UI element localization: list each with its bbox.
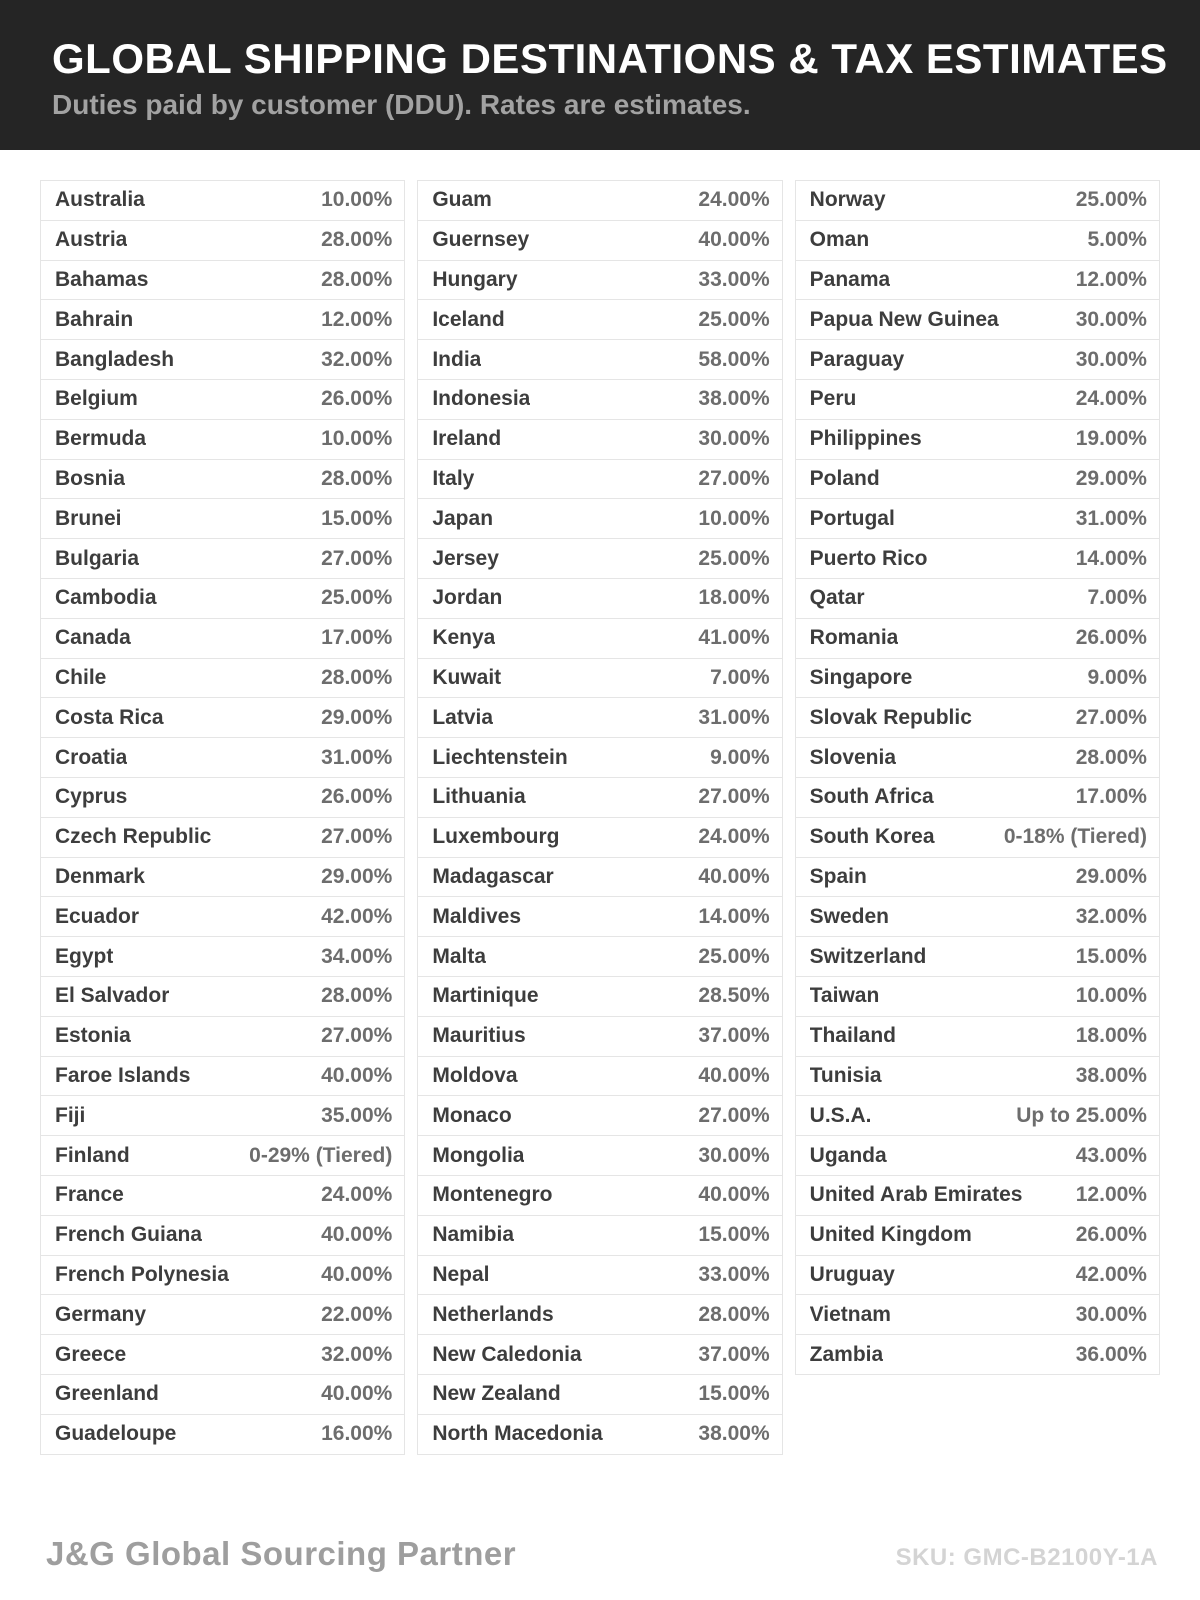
- page-subtitle: Duties paid by customer (DDU). Rates are estimates.: [52, 89, 751, 120]
- table-row: [41, 1256, 404, 1296]
- table-row: [41, 818, 404, 858]
- table-row: [796, 181, 1159, 221]
- tax-rate: 31.00%: [321, 745, 393, 769]
- country-name: El Salvador: [55, 984, 170, 1008]
- tax-rate: 36.00%: [1075, 1342, 1147, 1366]
- tax-rate: 15.00%: [321, 506, 393, 530]
- tax-rate: 40.00%: [321, 1262, 393, 1286]
- table-row: [796, 1096, 1159, 1136]
- country-name: Qatar: [809, 586, 865, 610]
- country-name: Egypt: [55, 944, 114, 968]
- page-title: GLOBAL SHIPPING DESTINATIONS & TAX ESTIMATES: [52, 35, 1168, 82]
- table-row: [41, 539, 404, 579]
- table-row: [418, 738, 781, 778]
- tax-rate: 27.00%: [321, 825, 393, 849]
- country-name: Panama: [809, 267, 891, 291]
- table-row: [796, 818, 1159, 858]
- sku-label: SKU: GMC-B2100Y-1A: [895, 1543, 1158, 1571]
- rates-column-2: [417, 180, 782, 1455]
- table-row: [796, 340, 1159, 380]
- tax-rate: 26.00%: [321, 785, 393, 809]
- table-row: [41, 221, 404, 261]
- tax-rate: 10.00%: [321, 188, 393, 212]
- country-name: Bangladesh: [55, 347, 175, 371]
- country-name: Bosnia: [55, 466, 126, 490]
- country-name: Uruguay: [809, 1262, 895, 1286]
- tax-rate: 14.00%: [698, 904, 770, 928]
- table-row: [418, 420, 781, 460]
- table-row: [418, 380, 781, 420]
- tax-rate: 35.00%: [321, 1103, 393, 1127]
- tax-rate: 18.00%: [1075, 1024, 1147, 1048]
- table-row: [796, 1136, 1159, 1176]
- country-name: Bahrain: [55, 307, 134, 331]
- country-name: Ecuador: [55, 904, 140, 928]
- tax-rate: 9.00%: [1087, 665, 1147, 689]
- table-row: [796, 499, 1159, 539]
- country-name: United Arab Emirates: [809, 1183, 1023, 1207]
- country-name: Jersey: [432, 546, 499, 570]
- tax-rate: 22.00%: [321, 1302, 393, 1326]
- table-row: [796, 778, 1159, 818]
- table-row: [796, 1176, 1159, 1216]
- country-name: Ireland: [432, 427, 502, 451]
- table-row: [418, 221, 781, 261]
- tax-rate: 42.00%: [321, 904, 393, 928]
- tax-rate: 40.00%: [698, 1063, 770, 1087]
- table-row: [418, 858, 781, 898]
- country-name: New Zealand: [432, 1382, 561, 1406]
- country-name: Estonia: [55, 1024, 131, 1048]
- tax-rate: 24.00%: [698, 825, 770, 849]
- country-name: Puerto Rico: [809, 546, 928, 570]
- table-row: [418, 539, 781, 579]
- country-name: Zambia: [809, 1342, 884, 1366]
- table-row: [418, 1136, 781, 1176]
- country-name: Latvia: [432, 705, 494, 729]
- table-row: [41, 1335, 404, 1375]
- tax-rate: 25.00%: [321, 586, 393, 610]
- country-name: Costa Rica: [55, 705, 164, 729]
- table-row: [418, 1216, 781, 1256]
- tax-rate: 40.00%: [321, 1382, 393, 1406]
- country-name: India: [432, 347, 482, 371]
- tax-rate: 19.00%: [1075, 427, 1147, 451]
- country-name: Belgium: [55, 387, 138, 411]
- tax-rate: 26.00%: [1075, 626, 1147, 650]
- tax-rate: 38.00%: [698, 387, 770, 411]
- country-name: Australia: [55, 188, 145, 212]
- table-row: [796, 738, 1159, 778]
- tax-rate: 32.00%: [321, 347, 393, 371]
- country-name: Nepal: [432, 1262, 490, 1286]
- country-name: Brunei: [55, 506, 122, 530]
- tax-rate: 27.00%: [321, 1024, 393, 1048]
- country-name: Peru: [809, 387, 857, 411]
- table-row: [796, 420, 1159, 460]
- table-row: [41, 300, 404, 340]
- tax-rate: 28.00%: [321, 984, 393, 1008]
- country-name: Liechtenstein: [432, 745, 568, 769]
- country-name: Tunisia: [809, 1063, 882, 1087]
- country-name: Slovenia: [809, 745, 897, 769]
- table-row: [418, 1176, 781, 1216]
- table-row: [796, 1335, 1159, 1375]
- table-row: [796, 619, 1159, 659]
- page-header: [0, 0, 1200, 150]
- tax-rate: 16.00%: [321, 1422, 393, 1446]
- table-row: [41, 460, 404, 500]
- country-name: Switzerland: [809, 944, 927, 968]
- table-row: [41, 858, 404, 898]
- tax-rate: 12.00%: [1075, 267, 1147, 291]
- tax-rate: 7.00%: [1087, 586, 1147, 610]
- country-name: Faroe Islands: [55, 1063, 191, 1087]
- table-row: [796, 1057, 1159, 1097]
- table-row: [418, 778, 781, 818]
- country-name: Guadeloupe: [55, 1422, 177, 1446]
- table-row: [796, 659, 1159, 699]
- tax-rate: 5.00%: [1087, 228, 1147, 252]
- tax-rate: 26.00%: [321, 387, 393, 411]
- country-name: U.S.A.: [809, 1103, 872, 1127]
- country-name: Greece: [55, 1342, 127, 1366]
- tax-rate: 28.00%: [321, 267, 393, 291]
- country-name: Monaco: [432, 1103, 512, 1127]
- table-row: [796, 261, 1159, 301]
- tax-rate: 31.00%: [698, 705, 770, 729]
- tax-rate: 29.00%: [321, 864, 393, 888]
- tax-rate: 9.00%: [710, 745, 770, 769]
- table-row: [418, 1256, 781, 1296]
- tax-rate: 30.00%: [698, 427, 770, 451]
- tax-rate: 30.00%: [698, 1143, 770, 1167]
- table-row: [418, 619, 781, 659]
- tax-rate: 38.00%: [698, 1422, 770, 1446]
- tax-rate: 29.00%: [1075, 466, 1147, 490]
- table-row: [418, 261, 781, 301]
- country-name: Japan: [432, 506, 494, 530]
- tax-rate: 14.00%: [1075, 546, 1147, 570]
- country-name: Sweden: [809, 904, 890, 928]
- country-name: Croatia: [55, 745, 128, 769]
- country-name: Norway: [809, 188, 886, 212]
- country-name: Chile: [55, 665, 107, 689]
- table-row: [418, 818, 781, 858]
- tax-rate: 29.00%: [1075, 864, 1147, 888]
- table-row: [796, 858, 1159, 898]
- table-row: [41, 778, 404, 818]
- country-name: Kenya: [432, 626, 496, 650]
- tax-rate: 30.00%: [1075, 347, 1147, 371]
- country-name: Bahamas: [55, 267, 149, 291]
- country-name: Romania: [809, 626, 899, 650]
- table-row: [796, 539, 1159, 579]
- table-row: [41, 738, 404, 778]
- table-row: [41, 1415, 404, 1455]
- rates-column-3: [795, 180, 1160, 1375]
- tax-rate: 7.00%: [710, 665, 770, 689]
- tax-rate: 26.00%: [1075, 1223, 1147, 1247]
- table-row: [796, 300, 1159, 340]
- tax-rate: 28.00%: [1075, 745, 1147, 769]
- table-row: [796, 1295, 1159, 1335]
- table-row: [418, 1295, 781, 1335]
- table-row: [41, 340, 404, 380]
- table-row: [418, 897, 781, 937]
- tax-rate: 28.50%: [698, 984, 770, 1008]
- country-name: Montenegro: [432, 1183, 553, 1207]
- table-row: [796, 460, 1159, 500]
- country-name: Bermuda: [55, 427, 147, 451]
- table-row: [41, 181, 404, 221]
- tax-rate: 28.00%: [321, 228, 393, 252]
- table-row: [796, 1216, 1159, 1256]
- table-row: [41, 1216, 404, 1256]
- tax-rate: 40.00%: [698, 228, 770, 252]
- table-row: [796, 897, 1159, 937]
- table-row: [418, 1096, 781, 1136]
- country-name: Madagascar: [432, 864, 554, 888]
- rates-table: [40, 180, 1160, 1455]
- table-row: [418, 460, 781, 500]
- tax-rate: 27.00%: [698, 785, 770, 809]
- table-row: [41, 619, 404, 659]
- table-row: [41, 1375, 404, 1415]
- tax-rate: 29.00%: [321, 705, 393, 729]
- tax-rate: 10.00%: [698, 506, 770, 530]
- table-row: [418, 937, 781, 977]
- table-row: [41, 1017, 404, 1057]
- country-name: Kuwait: [432, 665, 502, 689]
- tax-rate: 32.00%: [321, 1342, 393, 1366]
- country-name: Indonesia: [432, 387, 531, 411]
- tax-rate: 37.00%: [698, 1024, 770, 1048]
- country-name: Luxembourg: [432, 825, 560, 849]
- tax-rate: 38.00%: [1075, 1063, 1147, 1087]
- tax-rate: 31.00%: [1075, 506, 1147, 530]
- tax-rate: 15.00%: [698, 1223, 770, 1247]
- tax-rate: 17.00%: [1075, 785, 1147, 809]
- country-name: Slovak Republic: [809, 705, 972, 729]
- country-name: Papua New Guinea: [809, 307, 999, 331]
- country-name: Poland: [809, 466, 880, 490]
- country-name: Czech Republic: [55, 825, 212, 849]
- table-row: [41, 380, 404, 420]
- country-name: Iceland: [432, 307, 505, 331]
- tax-rate: 28.00%: [321, 466, 393, 490]
- tax-rate: 18.00%: [698, 586, 770, 610]
- country-name: Philippines: [809, 427, 922, 451]
- tax-rate: 10.00%: [321, 427, 393, 451]
- table-row: [41, 897, 404, 937]
- country-name: Greenland: [55, 1382, 159, 1406]
- tax-rate: 40.00%: [321, 1063, 393, 1087]
- tax-rate: 28.00%: [698, 1302, 770, 1326]
- table-row: [41, 1136, 404, 1176]
- country-name: Fiji: [55, 1103, 86, 1127]
- table-row: [796, 579, 1159, 619]
- country-name: Thailand: [809, 1024, 896, 1048]
- country-name: South Africa: [809, 785, 934, 809]
- country-name: Paraguay: [809, 347, 905, 371]
- country-name: New Caledonia: [432, 1342, 582, 1366]
- country-name: Jordan: [432, 586, 503, 610]
- tax-rate: 12.00%: [321, 307, 393, 331]
- country-name: Denmark: [55, 864, 145, 888]
- tax-rate: 0-29% (Tiered): [249, 1143, 393, 1167]
- tax-rate: 24.00%: [1075, 387, 1147, 411]
- tax-rate: 30.00%: [1075, 307, 1147, 331]
- tax-rate: 28.00%: [321, 665, 393, 689]
- table-row: [41, 420, 404, 460]
- table-row: [418, 1057, 781, 1097]
- country-name: South Korea: [809, 825, 935, 849]
- tax-rate: 25.00%: [698, 546, 770, 570]
- country-name: Bulgaria: [55, 546, 140, 570]
- tax-rate: 27.00%: [321, 546, 393, 570]
- tax-rate: 15.00%: [1075, 944, 1147, 968]
- country-name: Portugal: [809, 506, 895, 530]
- country-name: Martinique: [432, 984, 539, 1008]
- tax-rate: Up to 25.00%: [1016, 1103, 1147, 1127]
- table-row: [41, 1176, 404, 1216]
- tax-rate: 0-18% (Tiered): [1003, 825, 1147, 849]
- country-name: Austria: [55, 228, 128, 252]
- tax-rate: 24.00%: [321, 1183, 393, 1207]
- table-row: [796, 698, 1159, 738]
- tax-rate: 12.00%: [1075, 1183, 1147, 1207]
- table-row: [418, 1415, 781, 1455]
- table-row: [418, 1017, 781, 1057]
- table-row: [418, 300, 781, 340]
- tax-rate: 24.00%: [698, 188, 770, 212]
- table-row: [41, 499, 404, 539]
- tax-rate: 33.00%: [698, 267, 770, 291]
- table-row: [796, 380, 1159, 420]
- table-row: [418, 977, 781, 1017]
- country-name: United Kingdom: [809, 1223, 972, 1247]
- country-name: Namibia: [432, 1223, 515, 1247]
- table-row: [418, 698, 781, 738]
- country-name: Vietnam: [809, 1302, 891, 1326]
- tax-rate: 10.00%: [1075, 984, 1147, 1008]
- table-row: [418, 659, 781, 699]
- table-row: [418, 499, 781, 539]
- country-name: Hungary: [432, 267, 518, 291]
- table-row: [796, 221, 1159, 261]
- tax-rate: 37.00%: [698, 1342, 770, 1366]
- table-row: [796, 977, 1159, 1017]
- brand-name: J&G Global Sourcing Partner: [46, 1534, 517, 1572]
- rates-column-1: [40, 180, 405, 1455]
- tax-rate: 32.00%: [1075, 904, 1147, 928]
- tax-rate: 33.00%: [698, 1262, 770, 1286]
- tax-rate: 25.00%: [698, 944, 770, 968]
- tax-rate: 25.00%: [1075, 188, 1147, 212]
- tax-rate: 27.00%: [698, 1103, 770, 1127]
- tax-rate: 42.00%: [1075, 1262, 1147, 1286]
- country-name: Moldova: [432, 1063, 518, 1087]
- tax-rate: 25.00%: [698, 307, 770, 331]
- country-name: Guernsey: [432, 228, 530, 252]
- tax-rate: 40.00%: [321, 1223, 393, 1247]
- tax-rate: 30.00%: [1075, 1302, 1147, 1326]
- tax-rate: 27.00%: [698, 466, 770, 490]
- country-name: Mongolia: [432, 1143, 525, 1167]
- country-name: Malta: [432, 944, 487, 968]
- country-name: French Guiana: [55, 1223, 203, 1247]
- table-row: [41, 579, 404, 619]
- table-row: [418, 579, 781, 619]
- table-row: [418, 1375, 781, 1415]
- tax-rate: 43.00%: [1075, 1143, 1147, 1167]
- table-row: [41, 1295, 404, 1335]
- tax-rate: 17.00%: [321, 626, 393, 650]
- table-row: [41, 1057, 404, 1097]
- table-row: [796, 937, 1159, 977]
- table-row: [796, 1256, 1159, 1296]
- country-name: Netherlands: [432, 1302, 554, 1326]
- country-name: Finland: [55, 1143, 130, 1167]
- country-name: Spain: [809, 864, 867, 888]
- tax-rate: 58.00%: [698, 347, 770, 371]
- table-row: [41, 937, 404, 977]
- tax-rate: 15.00%: [698, 1382, 770, 1406]
- tax-rate: 40.00%: [698, 1183, 770, 1207]
- country-name: Lithuania: [432, 785, 526, 809]
- country-name: Italy: [432, 466, 475, 490]
- table-row: [41, 698, 404, 738]
- table-row: [41, 659, 404, 699]
- table-row: [418, 1335, 781, 1375]
- country-name: Mauritius: [432, 1024, 526, 1048]
- table-row: [418, 340, 781, 380]
- country-name: North Macedonia: [432, 1422, 603, 1446]
- table-row: [41, 261, 404, 301]
- country-name: Uganda: [809, 1143, 887, 1167]
- table-row: [41, 977, 404, 1017]
- table-row: [41, 1096, 404, 1136]
- tax-rate: 27.00%: [1075, 705, 1147, 729]
- country-name: France: [55, 1183, 124, 1207]
- tax-rate: 34.00%: [321, 944, 393, 968]
- country-name: Singapore: [809, 665, 913, 689]
- country-name: Germany: [55, 1302, 147, 1326]
- country-name: Canada: [55, 626, 131, 650]
- country-name: Maldives: [432, 904, 522, 928]
- table-row: [418, 181, 781, 221]
- country-name: Guam: [432, 188, 492, 212]
- country-name: French Polynesia: [55, 1262, 229, 1286]
- page-footer: [46, 1535, 1158, 1573]
- table-row: [796, 1017, 1159, 1057]
- tax-rate: 40.00%: [698, 864, 770, 888]
- tax-rate: 41.00%: [698, 626, 770, 650]
- country-name: Taiwan: [809, 984, 880, 1008]
- country-name: Oman: [809, 228, 870, 252]
- country-name: Cambodia: [55, 586, 157, 610]
- country-name: Cyprus: [55, 785, 128, 809]
